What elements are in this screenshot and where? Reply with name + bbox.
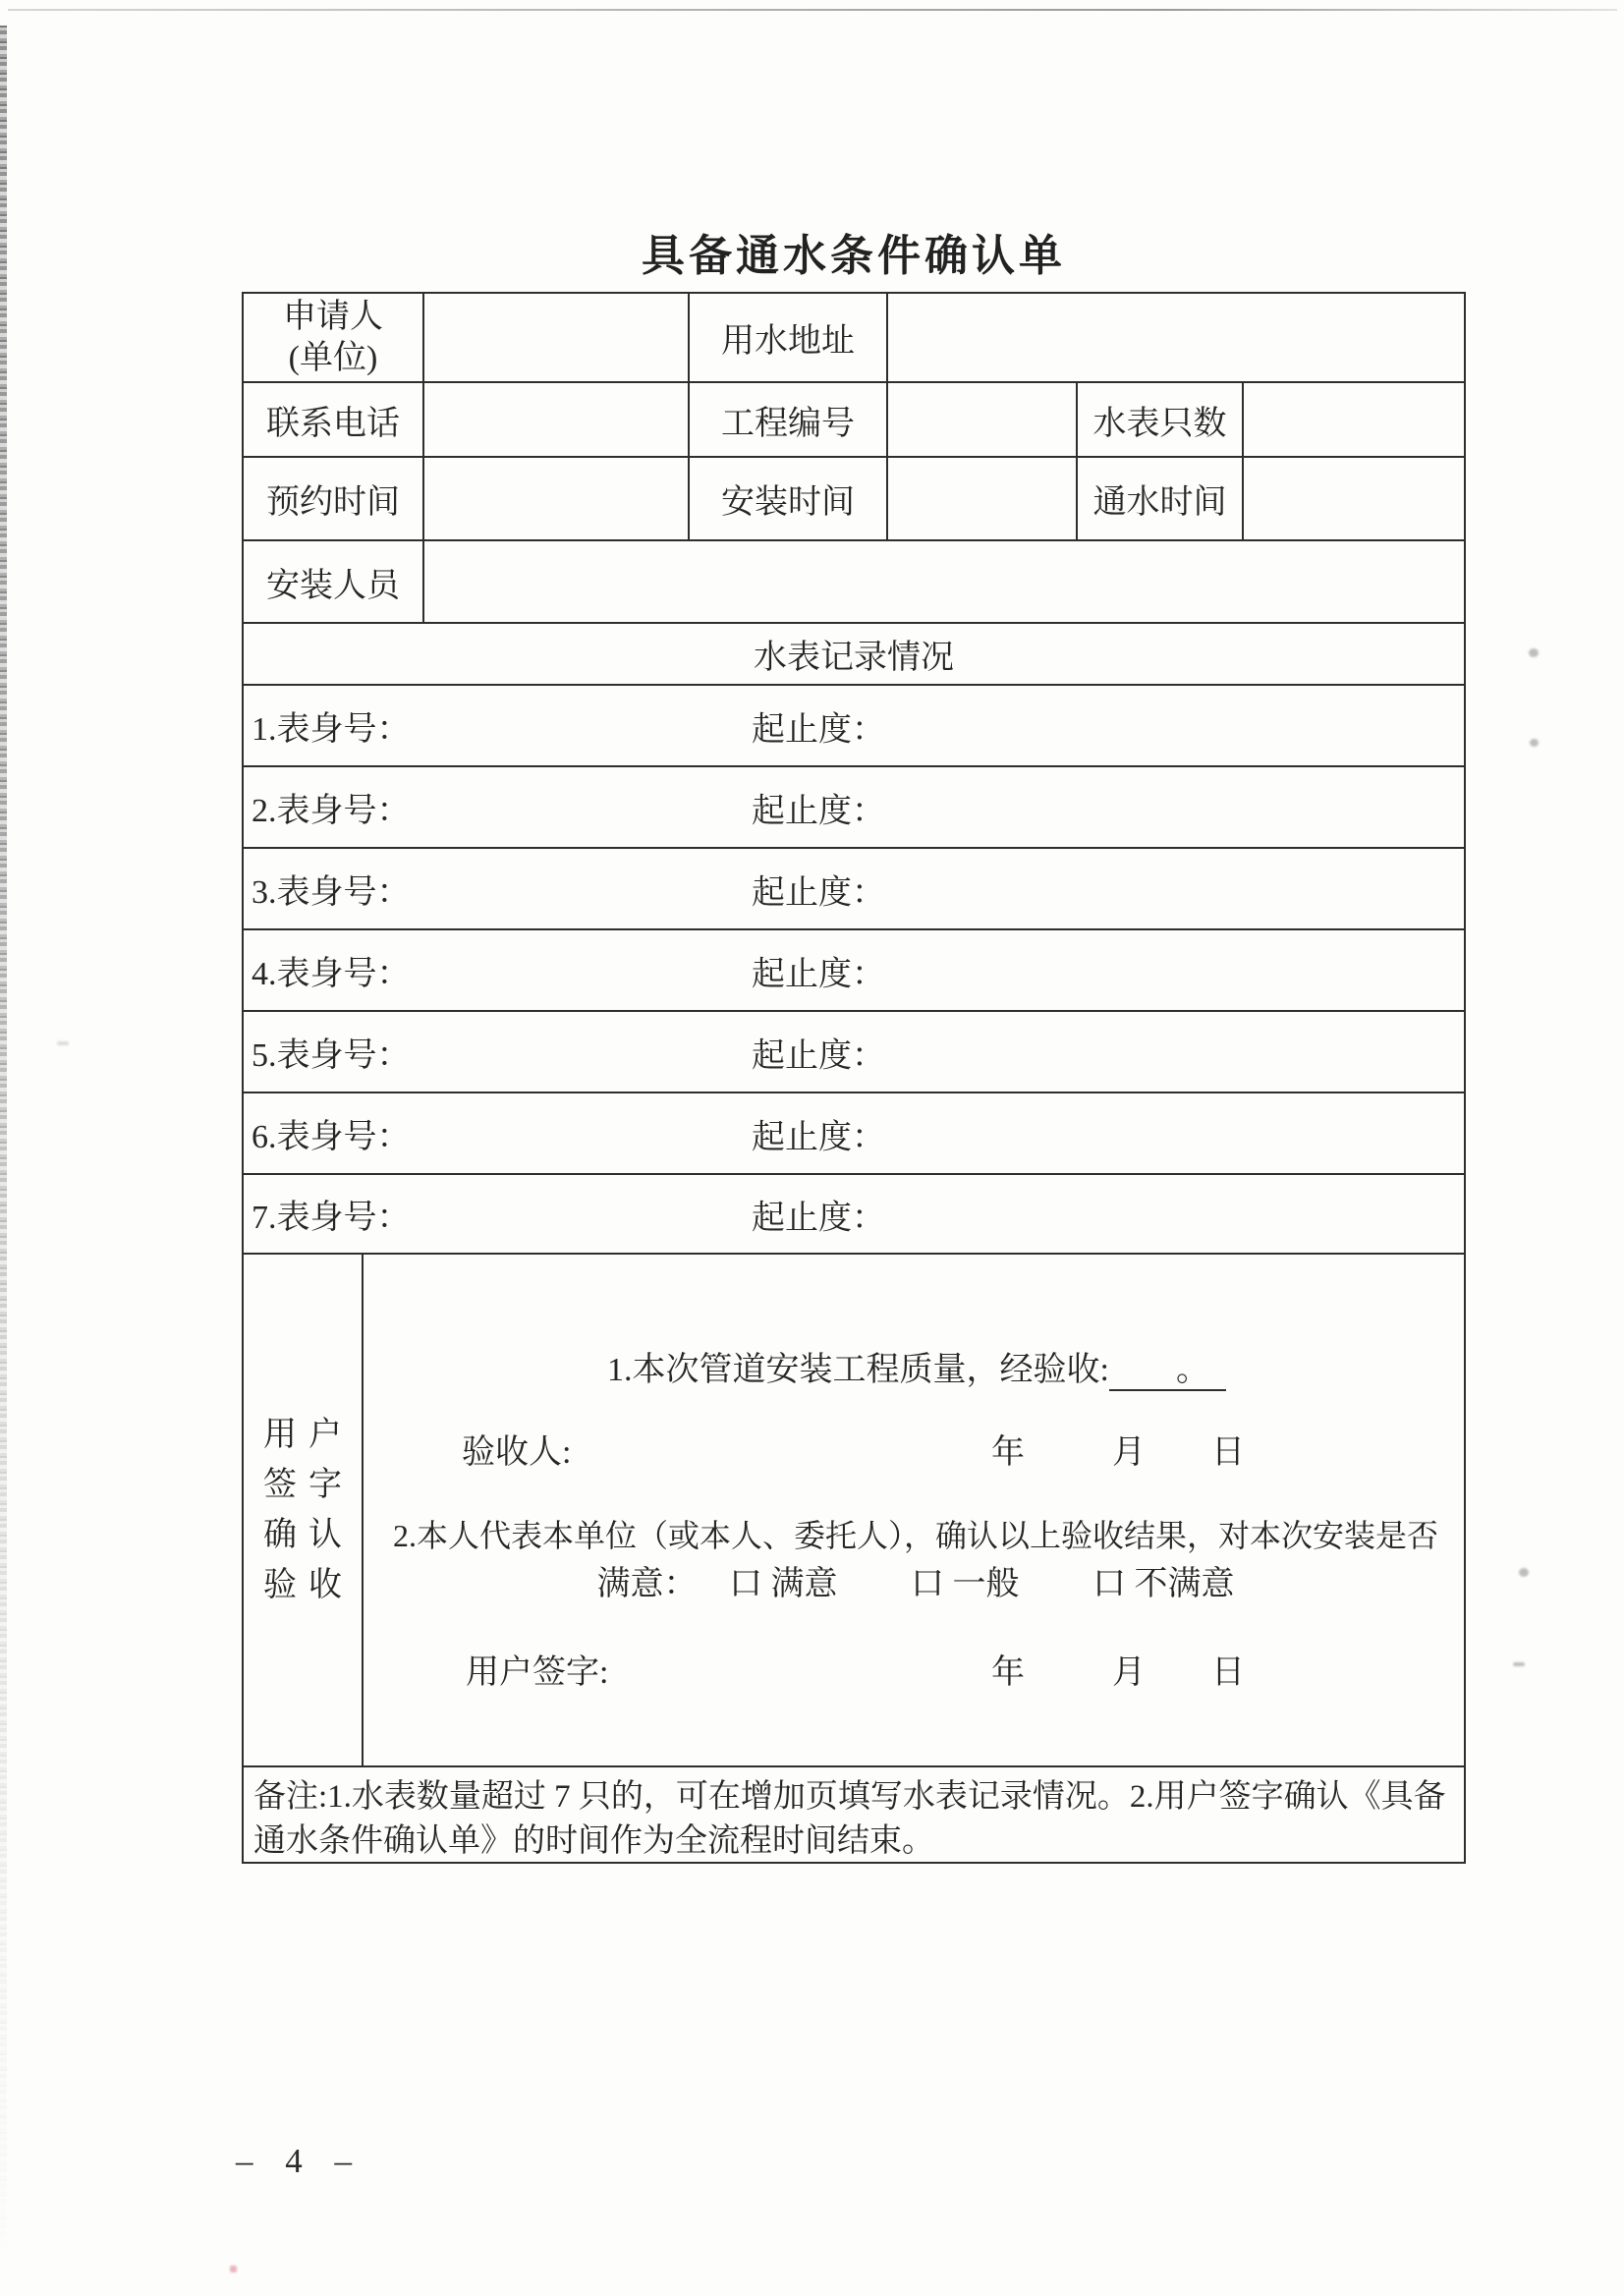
meter-body-no-label: 5.表身号： bbox=[252, 1037, 411, 1074]
user-sign-label: 用户签字: bbox=[466, 1654, 609, 1691]
option-unsatisfied-checkbox: 口 不满意 bbox=[1092, 1566, 1235, 1602]
installer-value-field bbox=[422, 541, 1464, 622]
user-signature-section bbox=[244, 1253, 1464, 1765]
acceptance-result-blank: 。 bbox=[1109, 1352, 1226, 1391]
project-number-label: 工程编号 bbox=[688, 383, 886, 456]
scan-speck bbox=[1519, 1568, 1529, 1577]
meter-row-5 bbox=[244, 1010, 1464, 1092]
user-sign-line bbox=[364, 1652, 1464, 1695]
form-title: 具备通水条件确认单 bbox=[642, 232, 1066, 280]
installer-label: 安装人员 bbox=[266, 567, 400, 604]
meter-body-no-label: 4.表身号： bbox=[252, 956, 411, 992]
meter-body-no-label: 6.表身号： bbox=[252, 1119, 411, 1155]
scan-speck bbox=[57, 1041, 69, 1045]
water-address-value-field bbox=[886, 294, 1464, 381]
satisfaction-statement-line: 2.本人代表本单位（或本人、委托人），确认以上验收结果，对本次安装是否 bbox=[392, 1518, 1438, 1553]
meter-reading-label: 起止度： bbox=[752, 956, 885, 992]
water-on-time-label: 通水时间 bbox=[1076, 458, 1242, 539]
scan-speck bbox=[1529, 648, 1539, 657]
satisfaction-prefix: 满意： bbox=[596, 1566, 698, 1602]
date-month-label: 月 bbox=[1112, 1434, 1146, 1471]
meter-reading-label: 起止度： bbox=[752, 793, 885, 829]
install-time-label: 安装时间 bbox=[688, 458, 886, 539]
date-month-label: 月 bbox=[1112, 1654, 1146, 1691]
meter-row-7 bbox=[244, 1173, 1464, 1253]
scan-speck bbox=[1530, 739, 1539, 747]
meter-body-no-label: 1.表身号： bbox=[252, 711, 411, 748]
appointment-time-label: 预约时间 bbox=[266, 484, 400, 521]
date-year-label: 年 bbox=[991, 1654, 1025, 1691]
scan-artifact-left-edge-fade bbox=[0, 26, 7, 2296]
meter-count-label: 水表只数 bbox=[1076, 383, 1242, 456]
date-day-label: 日 bbox=[1211, 1434, 1245, 1471]
notes-row bbox=[244, 1765, 1464, 1862]
contact-phone-label: 联系电话 bbox=[266, 405, 400, 442]
acceptance-quality-line: 1.本次管道安装工程质量，经验收: 。 bbox=[364, 1349, 1464, 1392]
applicant-label: 申请人 (单位) bbox=[283, 298, 383, 376]
water-on-time-value-field bbox=[1242, 458, 1464, 539]
row-times bbox=[244, 456, 1464, 539]
appointment-time-value-field bbox=[422, 458, 688, 539]
meter-row-3 bbox=[244, 847, 1464, 928]
meter-body-no-label: 7.表身号： bbox=[252, 1200, 411, 1236]
scan-artifact-top-line bbox=[8, 9, 1617, 11]
meter-reading-label: 起止度： bbox=[752, 1119, 885, 1155]
applicant-value-field bbox=[422, 294, 688, 381]
satisfaction-options-line bbox=[364, 1563, 1464, 1606]
meter-reading-label: 起止度： bbox=[752, 1037, 885, 1074]
notes-line-2: 通水条件确认单》的时间作为全流程时间结束。 bbox=[253, 1823, 934, 1859]
signature-content-cell bbox=[362, 1255, 1464, 1765]
acceptor-label: 验收人: bbox=[462, 1434, 572, 1471]
meter-row-4 bbox=[244, 928, 1464, 1010]
meter-row-2 bbox=[244, 765, 1464, 847]
meter-body-no-label: 2.表身号： bbox=[252, 793, 411, 829]
row-applicant bbox=[244, 294, 1464, 381]
meter-reading-label: 起止度： bbox=[752, 711, 885, 748]
meter-count-value-field bbox=[1242, 383, 1464, 456]
install-time-value-field bbox=[886, 458, 1076, 539]
meter-reading-label: 起止度： bbox=[752, 1200, 885, 1236]
water-address-label: 用水地址 bbox=[688, 294, 886, 381]
meter-record-title: 水表记录情况 bbox=[754, 640, 954, 676]
date-day-label: 日 bbox=[1211, 1654, 1245, 1691]
meter-row-6 bbox=[244, 1092, 1464, 1173]
contact-phone-value-field bbox=[422, 383, 688, 456]
row-phone-project bbox=[244, 381, 1464, 456]
scan-speck-pink bbox=[230, 2266, 237, 2272]
meter-record-section-header bbox=[244, 622, 1464, 684]
signature-side-label: 用户 签字 确认 验收 bbox=[263, 1417, 354, 1603]
scan-speck bbox=[1513, 1662, 1525, 1666]
page-number: – 4 – bbox=[236, 2142, 364, 2180]
meter-body-no-label: 3.表身号： bbox=[252, 874, 411, 911]
notes-line-1: 备注:1.水表数量超过 7 只的，可在增加页填写水表记录情况。2.用户签字确认《具备 bbox=[253, 1779, 1446, 1815]
date-year-label: 年 bbox=[991, 1434, 1025, 1471]
meter-reading-label: 起止度： bbox=[752, 874, 885, 911]
project-number-value-field bbox=[886, 383, 1076, 456]
confirmation-form-table bbox=[242, 292, 1466, 1864]
acceptor-line bbox=[364, 1431, 1464, 1475]
option-average-checkbox: 口 一般 bbox=[911, 1566, 1020, 1602]
meter-row-1 bbox=[244, 684, 1464, 765]
option-satisfied-checkbox: 口 满意 bbox=[729, 1566, 838, 1602]
row-installer bbox=[244, 539, 1464, 622]
